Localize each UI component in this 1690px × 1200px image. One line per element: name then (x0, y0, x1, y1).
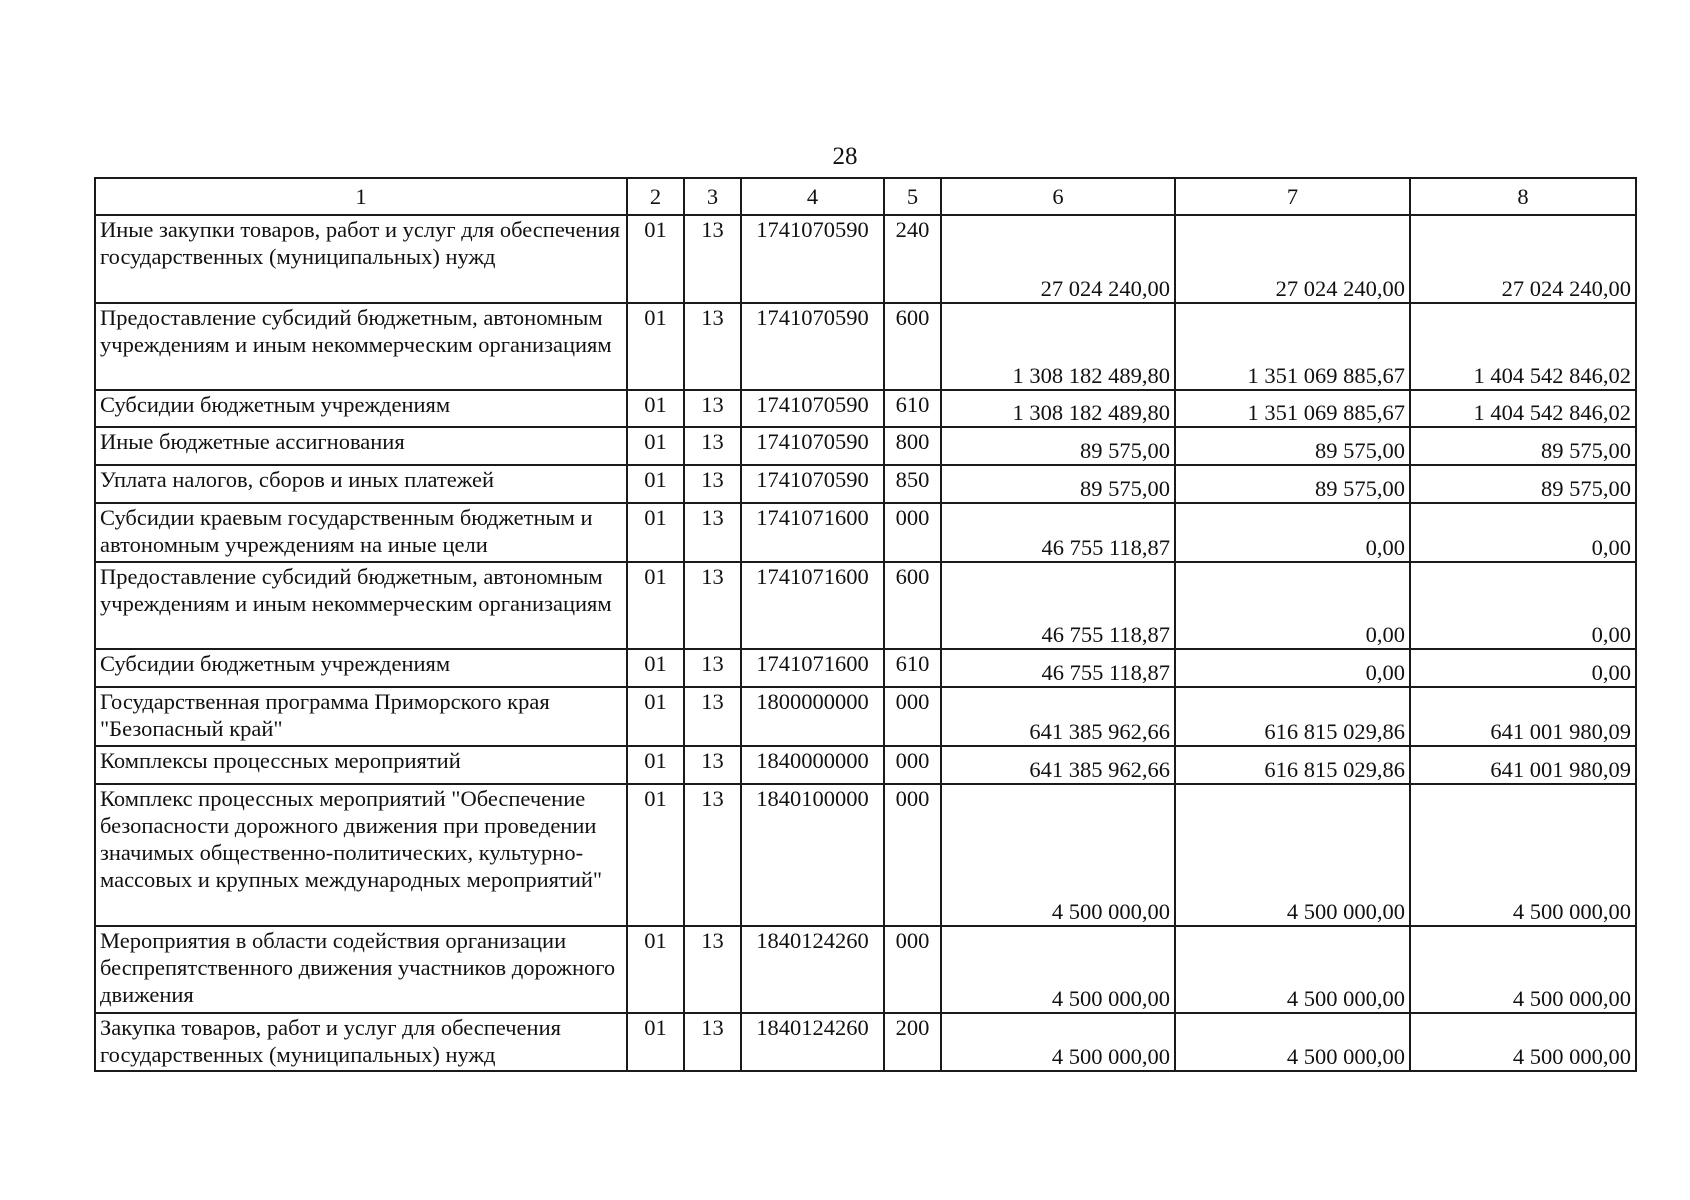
code-subsection: 13 (684, 503, 741, 562)
code-target: 1840124260 (741, 926, 884, 1013)
amount-year-2: 1 351 069 885,67 (1175, 390, 1410, 427)
code-subsection: 13 (684, 926, 741, 1013)
code-section: 01 (627, 649, 684, 687)
code-section: 01 (627, 427, 684, 465)
amount-year-1: 1 308 182 489,80 (941, 303, 1175, 390)
code-subsection: 13 (684, 303, 741, 390)
amount-year-2: 4 500 000,00 (1175, 926, 1410, 1013)
amount-year-3: 1 404 542 846,02 (1410, 303, 1636, 390)
amount-year-1: 4 500 000,00 (941, 926, 1175, 1013)
item-name: Комплексы процессных мероприятий (95, 746, 627, 784)
item-name: Субсидии бюджетным учреждениям (95, 649, 627, 687)
code-expense-type: 800 (884, 427, 941, 465)
code-section: 01 (627, 1013, 684, 1071)
table-row (95, 746, 1636, 784)
table-row (95, 215, 1636, 303)
code-expense-type: 610 (884, 390, 941, 427)
amount-year-2: 0,00 (1175, 562, 1410, 649)
code-subsection: 13 (684, 215, 741, 303)
code-section: 01 (627, 215, 684, 303)
code-expense-type: 600 (884, 303, 941, 390)
table-row (95, 427, 1636, 465)
amount-year-1: 27 024 240,00 (941, 215, 1175, 303)
code-section: 01 (627, 390, 684, 427)
code-target: 1800000000 (741, 687, 884, 746)
code-target: 1741070590 (741, 215, 884, 303)
code-section: 01 (627, 926, 684, 1013)
table-body (95, 215, 1636, 1071)
code-expense-type: 000 (884, 687, 941, 746)
code-target: 1840124260 (741, 1013, 884, 1071)
amount-year-2: 1 351 069 885,67 (1175, 303, 1410, 390)
code-expense-type: 850 (884, 465, 941, 503)
code-expense-type: 200 (884, 1013, 941, 1071)
amount-year-1: 89 575,00 (941, 427, 1175, 465)
column-header: 5 (884, 178, 941, 215)
code-target: 1741070590 (741, 390, 884, 427)
amount-year-2: 0,00 (1175, 503, 1410, 562)
item-name: Уплата налогов, сборов и иных платежей (95, 465, 627, 503)
code-subsection: 13 (684, 465, 741, 503)
amount-year-3: 641 001 980,09 (1410, 687, 1636, 746)
table-row (95, 503, 1636, 562)
amount-year-3: 4 500 000,00 (1410, 926, 1636, 1013)
amount-year-2: 4 500 000,00 (1175, 784, 1410, 926)
amount-year-1: 4 500 000,00 (941, 1013, 1175, 1071)
budget-table (94, 177, 1637, 1072)
column-header: 1 (95, 178, 627, 215)
code-subsection: 13 (684, 562, 741, 649)
amount-year-2: 27 024 240,00 (1175, 215, 1410, 303)
table-row (95, 1013, 1636, 1071)
item-name: Комплекс процессных мероприятий "Обеспечение безопасности дорожного движения при проведении значимых общественно-политических, культурно-массовых и крупных международных мероприятий" (95, 784, 627, 926)
item-name: Предоставление субсидий бюджетным, автономным учреждениям и иным некоммерческим организациям (95, 303, 627, 390)
code-section: 01 (627, 687, 684, 746)
amount-year-1: 46 755 118,87 (941, 562, 1175, 649)
amount-year-3: 0,00 (1410, 562, 1636, 649)
amount-year-1: 89 575,00 (941, 465, 1175, 503)
amount-year-3: 4 500 000,00 (1410, 784, 1636, 926)
column-header: 4 (741, 178, 884, 215)
item-name: Закупка товаров, работ и услуг для обеспечения государственных (муниципальных) нужд (95, 1013, 627, 1071)
amount-year-3: 89 575,00 (1410, 465, 1636, 503)
code-subsection: 13 (684, 390, 741, 427)
table-row (95, 303, 1636, 390)
item-name: Иные закупки товаров, работ и услуг для обеспечения государственных (муниципальных) нужд (95, 215, 627, 303)
item-name: Предоставление субсидий бюджетным, автономным учреждениям и иным некоммерческим организациям (95, 562, 627, 649)
code-section: 01 (627, 562, 684, 649)
amount-year-2: 616 815 029,86 (1175, 687, 1410, 746)
table-row (95, 390, 1636, 427)
item-name: Государственная программа Приморского края "Безопасный край" (95, 687, 627, 746)
code-expense-type: 000 (884, 503, 941, 562)
amount-year-3: 89 575,00 (1410, 427, 1636, 465)
column-header: 8 (1410, 178, 1636, 215)
code-section: 01 (627, 784, 684, 926)
amount-year-3: 27 024 240,00 (1410, 215, 1636, 303)
amount-year-1: 641 385 962,66 (941, 687, 1175, 746)
column-header: 6 (941, 178, 1175, 215)
code-subsection: 13 (684, 427, 741, 465)
amount-year-1: 1 308 182 489,80 (941, 390, 1175, 427)
code-target: 1741070590 (741, 465, 884, 503)
header-row (95, 178, 1636, 215)
code-section: 01 (627, 465, 684, 503)
code-subsection: 13 (684, 649, 741, 687)
code-section: 01 (627, 503, 684, 562)
code-subsection: 13 (684, 746, 741, 784)
amount-year-2: 4 500 000,00 (1175, 1013, 1410, 1071)
amount-year-1: 46 755 118,87 (941, 649, 1175, 687)
amount-year-3: 4 500 000,00 (1410, 1013, 1636, 1071)
amount-year-1: 4 500 000,00 (941, 784, 1175, 926)
table-row (95, 465, 1636, 503)
amount-year-3: 0,00 (1410, 649, 1636, 687)
amount-year-3: 1 404 542 846,02 (1410, 390, 1636, 427)
amount-year-2: 89 575,00 (1175, 427, 1410, 465)
table-row (95, 926, 1636, 1013)
amount-year-1: 46 755 118,87 (941, 503, 1175, 562)
code-target: 1741070590 (741, 303, 884, 390)
amount-year-2: 89 575,00 (1175, 465, 1410, 503)
code-target: 1741071600 (741, 562, 884, 649)
item-name: Субсидии краевым государственным бюджетным и автономным учреждениям на иные цели (95, 503, 627, 562)
code-subsection: 13 (684, 784, 741, 926)
code-expense-type: 000 (884, 784, 941, 926)
code-target: 1741071600 (741, 649, 884, 687)
amount-year-2: 0,00 (1175, 649, 1410, 687)
code-expense-type: 240 (884, 215, 941, 303)
amount-year-3: 0,00 (1410, 503, 1636, 562)
code-section: 01 (627, 303, 684, 390)
page-number: 28 (832, 143, 858, 170)
item-name: Субсидии бюджетным учреждениям (95, 390, 627, 427)
column-header: 2 (627, 178, 684, 215)
amount-year-2: 616 815 029,86 (1175, 746, 1410, 784)
column-header: 3 (684, 178, 741, 215)
code-expense-type: 610 (884, 649, 941, 687)
amount-year-3: 641 001 980,09 (1410, 746, 1636, 784)
code-target: 1840100000 (741, 784, 884, 926)
code-target: 1840000000 (741, 746, 884, 784)
code-expense-type: 000 (884, 746, 941, 784)
code-target: 1741070590 (741, 427, 884, 465)
column-header: 7 (1175, 178, 1410, 215)
code-section: 01 (627, 746, 684, 784)
table-row (95, 784, 1636, 926)
item-name: Иные бюджетные ассигнования (95, 427, 627, 465)
code-expense-type: 600 (884, 562, 941, 649)
item-name: Мероприятия в области содействия организации беспрепятственного движения участников дорожного движения (95, 926, 627, 1013)
code-subsection: 13 (684, 687, 741, 746)
code-target: 1741071600 (741, 503, 884, 562)
table-row (95, 649, 1636, 687)
code-expense-type: 000 (884, 926, 941, 1013)
code-subsection: 13 (684, 1013, 741, 1071)
table-row (95, 562, 1636, 649)
amount-year-1: 641 385 962,66 (941, 746, 1175, 784)
table-row (95, 687, 1636, 746)
